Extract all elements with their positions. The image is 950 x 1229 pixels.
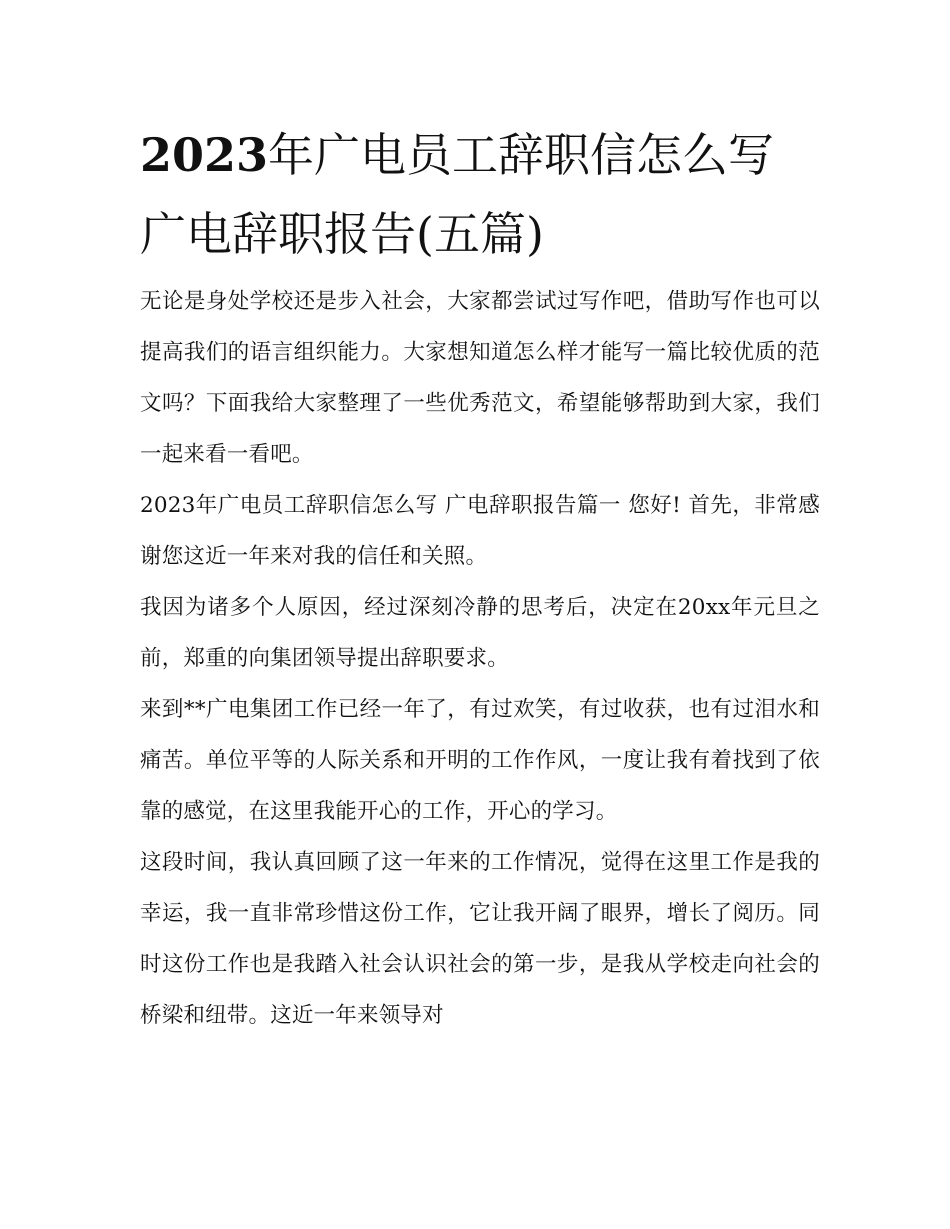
title-text: 年广电员工辞职信怎么写 广电辞职报告(五篇) xyxy=(140,128,775,261)
paragraph-greeting: 2023年广电员工辞职信怎么写 广电辞职报告篇一 您好! 首先，非常感谢您这近一年来对我的信任和关照。 xyxy=(140,493,820,569)
paragraph-review: 这段时间，我认真回顾了这一年来的工作情况，觉得在这里工作是我的幸运，我一直非常珍惜这份工作，它让我开阔了眼界，增长了阅历。同时这份工作也是我踏入社会认识社会的第一步，是我从学校走向社会的桥梁和纽带。这近一年来领导对 xyxy=(140,850,820,1028)
paragraph-resignation-decision: 我因为诸多个人原因，经过深刻冷静的思考后，决定在20xx年元旦之前，郑重的向集团领导提出辞职要求。 xyxy=(140,595,820,671)
document-body xyxy=(140,276,820,1041)
document-title xyxy=(140,116,830,274)
title-year: 2023 xyxy=(140,128,269,182)
paragraph-intro: 无论是身处学校还是步入社会，大家都尝试过写作吧，借助写作也可以提高我们的语言组织能力。大家想知道怎么样才能写一篇比较优质的范文吗？下面我给大家整理了一些优秀范文，希望能够帮助到大家，我们一起来看一看吧。 xyxy=(140,289,820,467)
paragraph-experience: 来到**广电集团工作已经一年了，有过欢笑，有过收获，也有过泪水和痛苦。单位平等的人际关系和开明的工作作风，一度让我有着找到了依靠的感觉，在这里我能开心的工作，开心的学习。 xyxy=(140,697,820,824)
